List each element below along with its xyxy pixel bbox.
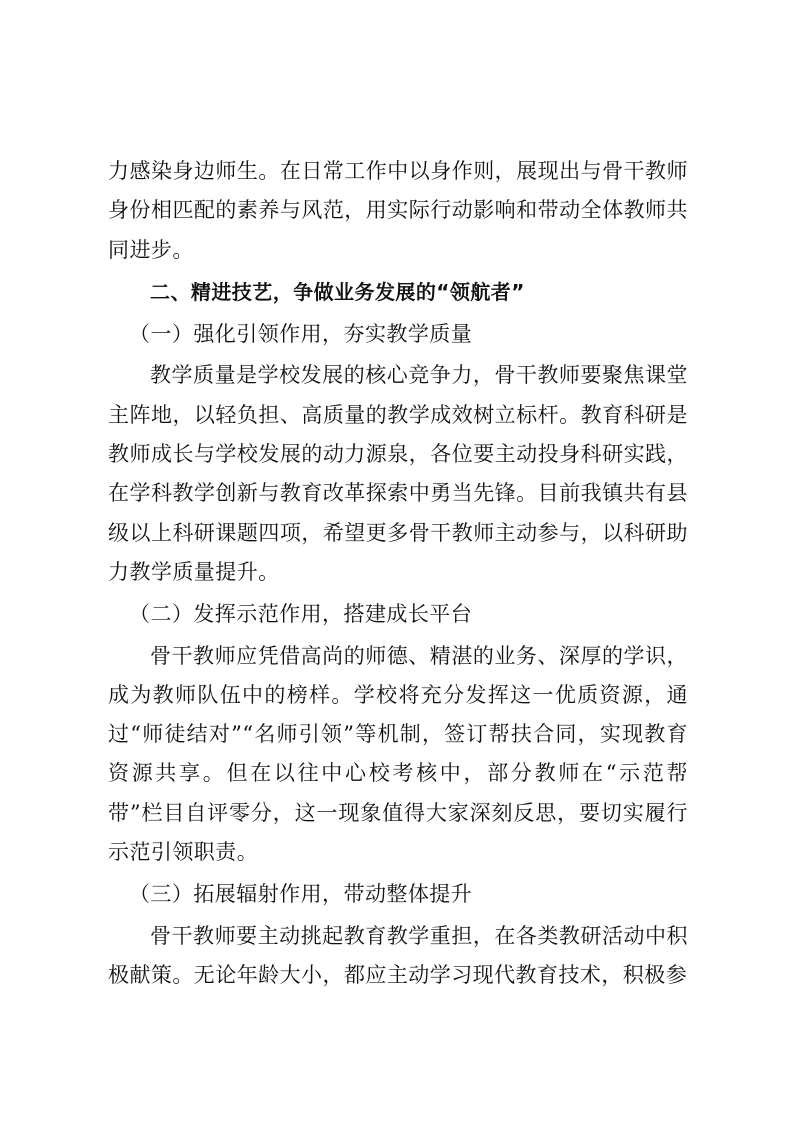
subsection-2-body: 骨干教师应凭借高尚的师德、精湛的业务、深厚的学识，成为教师队伍中的榜样。学校将充分发挥这一优质资源，通过“师徒结对”“名师引领”等机制，签订帮扶合同，实现教育资源共享。但在以往中心校考核中，部分教师在“示范帮带”栏目自评零分，这一现象值得大家深刻反思，要切实履行示范引领职责。 [108,643,688,865]
subsection-3-body: 骨干教师要主动挑起教育教学重担，在各类教研活动中积极献策。无论年龄大小，都应主动学习现代教育技术，积极参 [108,923,688,987]
subsection-1-body: 教学质量是学校发展的核心竞争力，骨干教师要聚焦课堂主阵地，以轻负担、高质量的教学成效树立标杆。教育科研是教师成长与学校发展的动力源泉，各位要主动投身科研实践，在学科教学创新与教育改革探索中勇当先锋。目前我镇共有县级以上科研课题四项，希望更多骨干教师主动参与，以科研助力教学质量提升。 [108,363,688,584]
subsection-3-title: （三）拓展辐射作用，带动整体提升 [129,882,473,907]
section-heading: 二、精进技艺，争做业务发展的“领航者” [150,279,525,304]
carryover-paragraph: 力感染身边师生。在日常工作中以身作则，展现出与骨干教师身份相匹配的素养与风范，用实际行动影响和带动全体教师共同进步。 [108,159,688,262]
subsection-1-title: （一）强化引领作用，夯实教学质量 [129,322,473,347]
subsection-2-title: （二）发挥示范作用，搭建成长平台 [129,602,473,627]
document-body [108,152,688,995]
